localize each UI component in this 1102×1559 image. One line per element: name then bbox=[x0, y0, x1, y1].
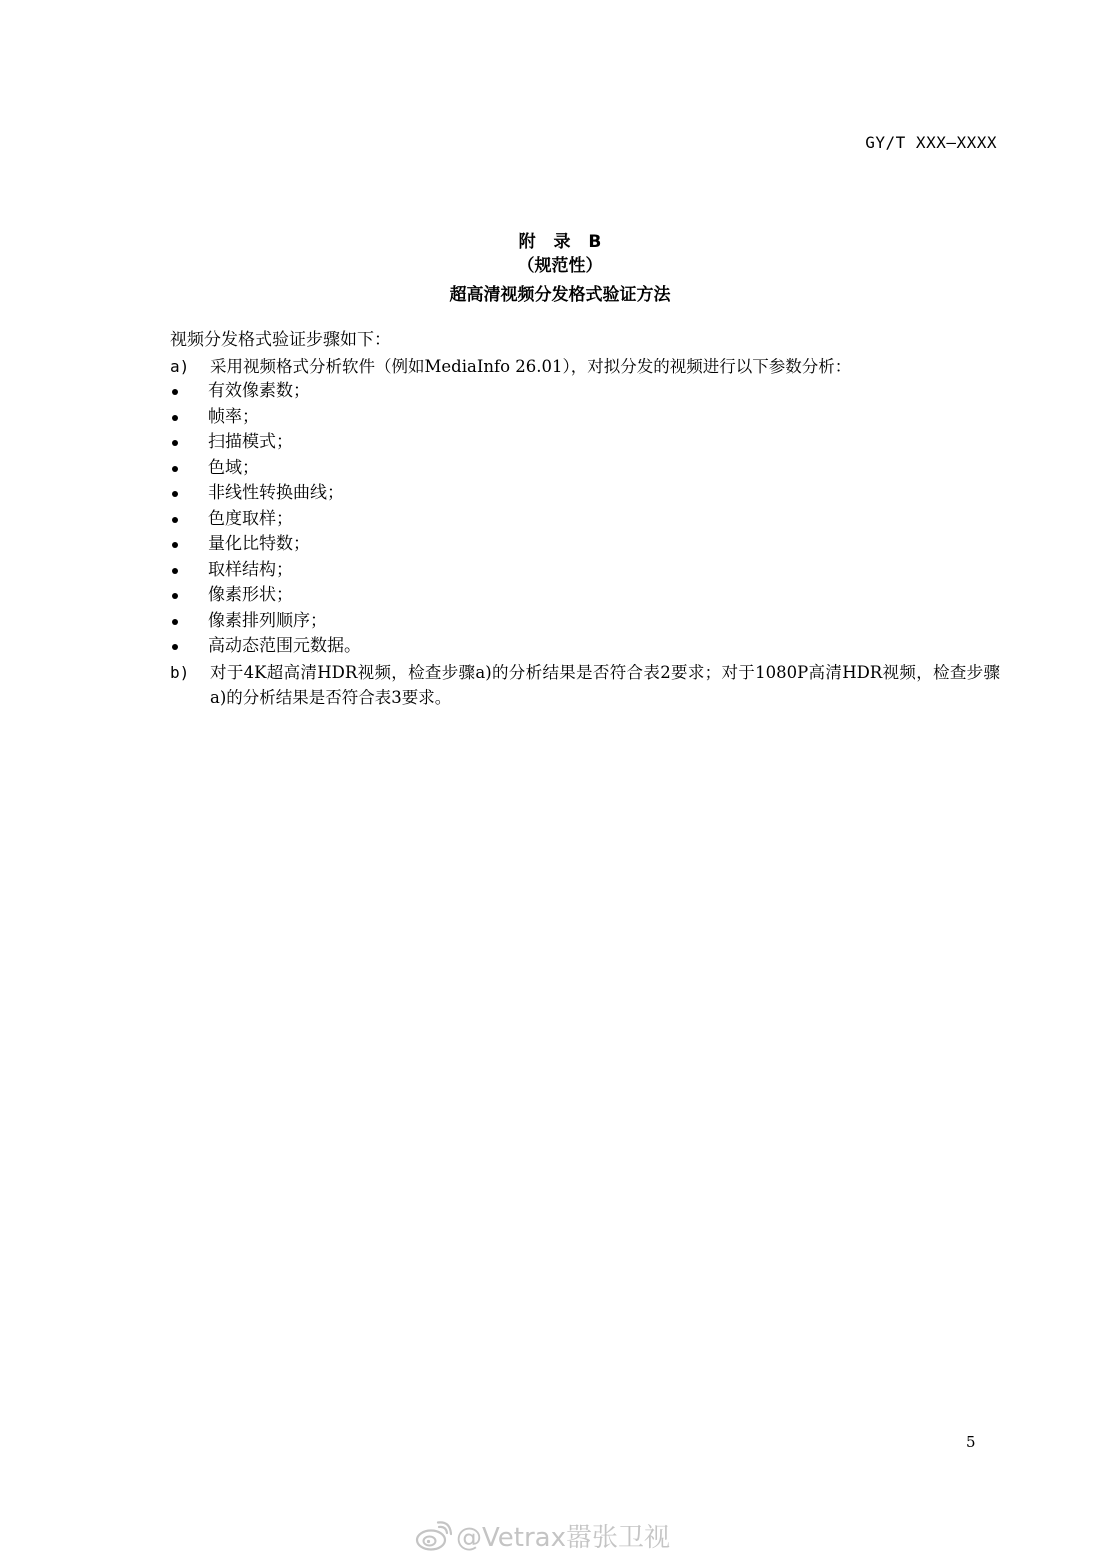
annex-heading bbox=[0, 230, 1102, 308]
bullet-icon bbox=[172, 440, 178, 446]
list-item-text: 色度取样； bbox=[208, 508, 293, 529]
watermark bbox=[414, 1517, 670, 1554]
list-item-text: 高动态范围元数据。 bbox=[208, 636, 361, 656]
list-item bbox=[170, 456, 1000, 482]
bullet-icon bbox=[172, 491, 178, 497]
watermark-text: @Vetrax嚣张卫视 bbox=[456, 1523, 670, 1553]
list-item bbox=[170, 430, 1000, 456]
list-item-text: 色域； bbox=[208, 457, 259, 478]
list-item-text: 取样结构； bbox=[208, 559, 293, 580]
step-text: 采用视频格式分析软件（例如MediaInfo 26.01），对拟分发的视频进行以下参数分析： bbox=[210, 356, 852, 376]
list-item bbox=[170, 481, 1000, 507]
list-item bbox=[170, 532, 1000, 558]
intro-text: 视频分发格式验证步骤如下： bbox=[170, 330, 391, 350]
list-item bbox=[170, 507, 1000, 533]
bullet-icon bbox=[172, 415, 178, 421]
step-marker: a) bbox=[170, 356, 190, 376]
list-item bbox=[170, 634, 1000, 660]
list-item-text: 像素排列顺序； bbox=[208, 610, 327, 631]
bullet-icon bbox=[172, 542, 178, 548]
bullet-icon bbox=[172, 644, 178, 650]
list-item-text: 非线性转换曲线； bbox=[208, 483, 344, 503]
list-item-text: 量化比特数； bbox=[208, 534, 310, 554]
annex-title: 超高清视频分发格式验证方法 bbox=[449, 285, 671, 305]
list-item bbox=[170, 405, 1000, 431]
list-item-text: 有效像素数； bbox=[208, 381, 310, 401]
annex-category: （规范性） bbox=[517, 256, 603, 276]
step-a bbox=[170, 354, 1000, 380]
bullet-icon bbox=[172, 466, 178, 472]
bullet-icon bbox=[172, 389, 178, 395]
page-number: 5 bbox=[966, 1433, 976, 1451]
bullet-icon bbox=[172, 593, 178, 599]
step-b bbox=[170, 660, 1000, 711]
list-item bbox=[170, 583, 1000, 609]
step-marker: b) bbox=[170, 662, 190, 682]
weibo-icon bbox=[414, 1521, 452, 1551]
list-item-text: 帧率； bbox=[208, 406, 259, 427]
bullet-icon bbox=[172, 517, 178, 523]
step-text: 对于4K超高清HDR视频，检查步骤a)的分析结果是否符合表2要求；对于1080P高清HDR视频，检查步骤a)的分析结果是否符合表3要求。 bbox=[210, 662, 1000, 707]
list-item bbox=[170, 379, 1000, 405]
bullet-icon bbox=[172, 568, 178, 574]
list-item-text: 扫描模式； bbox=[208, 432, 293, 452]
document-code: GY/T XXX—XXXX bbox=[865, 133, 997, 152]
annex-label: 附 录 B bbox=[518, 232, 602, 252]
parameter-list bbox=[170, 379, 1000, 660]
bullet-icon bbox=[172, 619, 178, 625]
document-body bbox=[170, 328, 1000, 711]
list-item-text: 像素形状； bbox=[208, 585, 293, 605]
list-item bbox=[170, 558, 1000, 584]
list-item bbox=[170, 609, 1000, 635]
